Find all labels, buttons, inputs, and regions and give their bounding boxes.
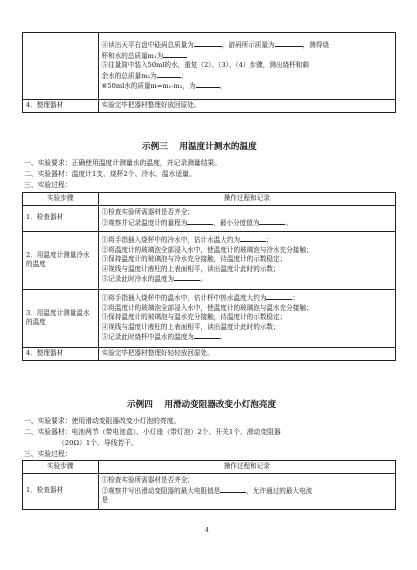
record-text: ④读出天平右盘中砝码总质量为 — [101, 41, 194, 50]
table-row — [23, 347, 396, 360]
record-text: 实验完毕把器材整理好放回原处。 — [101, 101, 201, 110]
answer-blank[interactable] — [194, 40, 222, 47]
table-cell-step: 1．检查器材 — [23, 205, 99, 231]
record-line — [102, 218, 392, 229]
record-line — [102, 323, 392, 333]
example4-equipment-line2: （20Ω）1个、导线若干。 — [58, 439, 138, 447]
record-text: ，最小分度值为 — [213, 218, 260, 227]
record-text: ，测得烧 — [302, 41, 329, 50]
record-text: 余水的总质量m₂为 — [101, 71, 157, 80]
table-cell-record — [98, 289, 395, 347]
example3-requirement: 一、实验要求：正确使用温度计测量水的温度，并记录测量结果。 — [24, 159, 222, 167]
record-line — [102, 61, 392, 71]
record-line — [102, 274, 392, 285]
record-text: ③保持温度计的玻璃泡与温水充分接触，待温度计的示数稳定； — [101, 313, 287, 322]
record-text: ①检查实验所需器材是否齐全； — [101, 208, 194, 216]
record-line — [102, 496, 392, 506]
table-row — [23, 33, 396, 100]
record-line — [102, 486, 392, 497]
record-text: ④视线与温度计液柱的上表面相平，读出温度计此时的示数； — [101, 322, 280, 331]
record-text: 。 — [200, 275, 207, 284]
table-cell-step: 1．检查器材 — [23, 473, 99, 509]
table-cell-step: 3．用温度计测量温水的温度 — [23, 289, 99, 347]
answer-blank[interactable] — [157, 71, 181, 78]
example3-process-label: 三、实验过程： — [24, 181, 72, 189]
record-text: 实验完毕把器材整理好轻轻放回原处。 — [101, 348, 214, 357]
record-line — [102, 208, 392, 218]
table-cell-step: 2．用温度计测量冷水的温度 — [23, 231, 99, 289]
record-text: ②观察并写出滑动变阻器的最大电阻值是 — [101, 486, 221, 495]
answer-blank[interactable] — [174, 274, 200, 281]
table-cell-step: 4．整理器材 — [23, 347, 99, 360]
table-cell-record — [98, 347, 395, 360]
record-line — [102, 40, 392, 51]
record-line — [102, 255, 392, 265]
table-header-row — [23, 193, 396, 206]
record-text: ； — [180, 71, 188, 80]
record-text: 。 — [219, 333, 227, 342]
example4-table — [22, 460, 396, 510]
record-text: ； — [266, 236, 273, 245]
header-step: 实验步骤 — [23, 461, 99, 474]
record-line — [102, 332, 392, 343]
answer-blank[interactable] — [163, 51, 187, 58]
header-step: 实验步骤 — [23, 193, 99, 206]
record-text: ，游码所示质量为 — [221, 41, 275, 50]
answer-blank[interactable] — [220, 486, 246, 493]
table-cell-record — [98, 231, 395, 289]
record-text: ③保持温度计的玻璃泡与冷水充分接触，待温度计的示数稳定； — [101, 255, 287, 264]
table-row — [23, 289, 396, 347]
example4-process-label: 三、实验过程： — [24, 450, 72, 458]
record-text: ⑥50ml水的质量m=m₁-m₂，为 — [101, 82, 196, 91]
table-row — [23, 473, 396, 509]
table-cell-record — [98, 473, 395, 509]
answer-blank[interactable] — [275, 40, 303, 47]
answer-blank[interactable] — [259, 218, 285, 225]
record-text: ①检查实验所需器材是否齐全； — [101, 476, 194, 485]
record-line — [102, 349, 392, 359]
example4-equipment-line1: 二、实验器材：电池两节（带电池盒）、小灯座（带灯泡）2个、开关1个、滑动变阻器 — [24, 428, 281, 436]
record-text: ②将温度计的玻璃泡全部浸入水中，使温度计的玻璃泡与温水充分接触； — [101, 303, 313, 312]
record-text: 杯和水的总质量m₁为 — [101, 51, 164, 60]
record-line — [102, 265, 392, 275]
record-text: ⑤记录此时烧杯中温水的温度为 — [101, 333, 194, 342]
record-line — [102, 81, 392, 92]
table-cell-record — [98, 33, 395, 100]
example3-heading: 示例三 用温度计测水的温度 — [142, 142, 257, 152]
answer-blank[interactable] — [266, 293, 292, 300]
record-text: ； — [292, 294, 300, 303]
table-cell-record — [98, 100, 395, 113]
table-cell-step: 4．整理器材 — [23, 100, 99, 113]
record-line — [102, 235, 392, 246]
top-table — [22, 32, 396, 113]
record-text: ①将手指插入烧杯中的温水中，估计杯中热水温度大约为 — [101, 294, 267, 303]
example3-equipment: 二、实验器材：温度计1支、烧杯2个、冷水、温水适量。 — [24, 170, 196, 178]
record-line — [102, 101, 392, 111]
table-row — [23, 100, 396, 113]
table-cell-step — [23, 33, 99, 100]
record-text: 。 — [285, 218, 293, 227]
answer-blank[interactable] — [187, 218, 213, 225]
example4-heading: 示例四 用滑动变阻器改变小灯泡亮度 — [127, 400, 277, 410]
header-record: 操作过程和记录 — [98, 193, 395, 206]
record-text: ⑤记录此时冷水的温度为 — [101, 275, 175, 284]
example4-requirement: 一、实验要求：使用滑动变阻器改变小灯泡的亮度。 — [24, 417, 181, 425]
table-header-row — [23, 461, 396, 474]
page-number: 4 — [205, 527, 209, 534]
answer-blank[interactable] — [196, 81, 220, 88]
record-text: ⑤往量筒中装入50ml的水，重复（2）、（3）、（4）步骤，测出烧杯和剩 — [101, 61, 309, 70]
record-text: ①将手指插入烧杯中的冷水中，估计水温大约为 — [101, 236, 241, 245]
answer-blank[interactable] — [240, 235, 266, 242]
table-cell-record — [98, 205, 395, 231]
example3-table — [22, 192, 396, 361]
record-text: ，允许通过的最大电流 — [246, 486, 313, 495]
record-text: ④视线与温度计液柱的上表面相平，读出温度计此时的示数； — [101, 264, 280, 273]
record-line — [102, 246, 392, 256]
answer-blank[interactable] — [194, 332, 220, 339]
record-line — [102, 71, 392, 82]
record-line — [102, 476, 392, 486]
table-row — [23, 231, 396, 289]
record-text: ②观察并记录温度计的量程为 — [101, 218, 188, 227]
record-line — [102, 313, 392, 323]
record-line — [102, 293, 392, 304]
table-row — [23, 205, 396, 231]
header-record: 操作过程和记录 — [98, 461, 395, 474]
record-text: ②将温度计的玻璃泡全部浸入水中，使温度计的玻璃泡与冷水充分接触； — [101, 245, 313, 254]
record-text: 是 — [101, 496, 109, 505]
record-text: 。 — [219, 82, 227, 91]
record-line — [102, 51, 392, 62]
record-line — [102, 304, 392, 314]
